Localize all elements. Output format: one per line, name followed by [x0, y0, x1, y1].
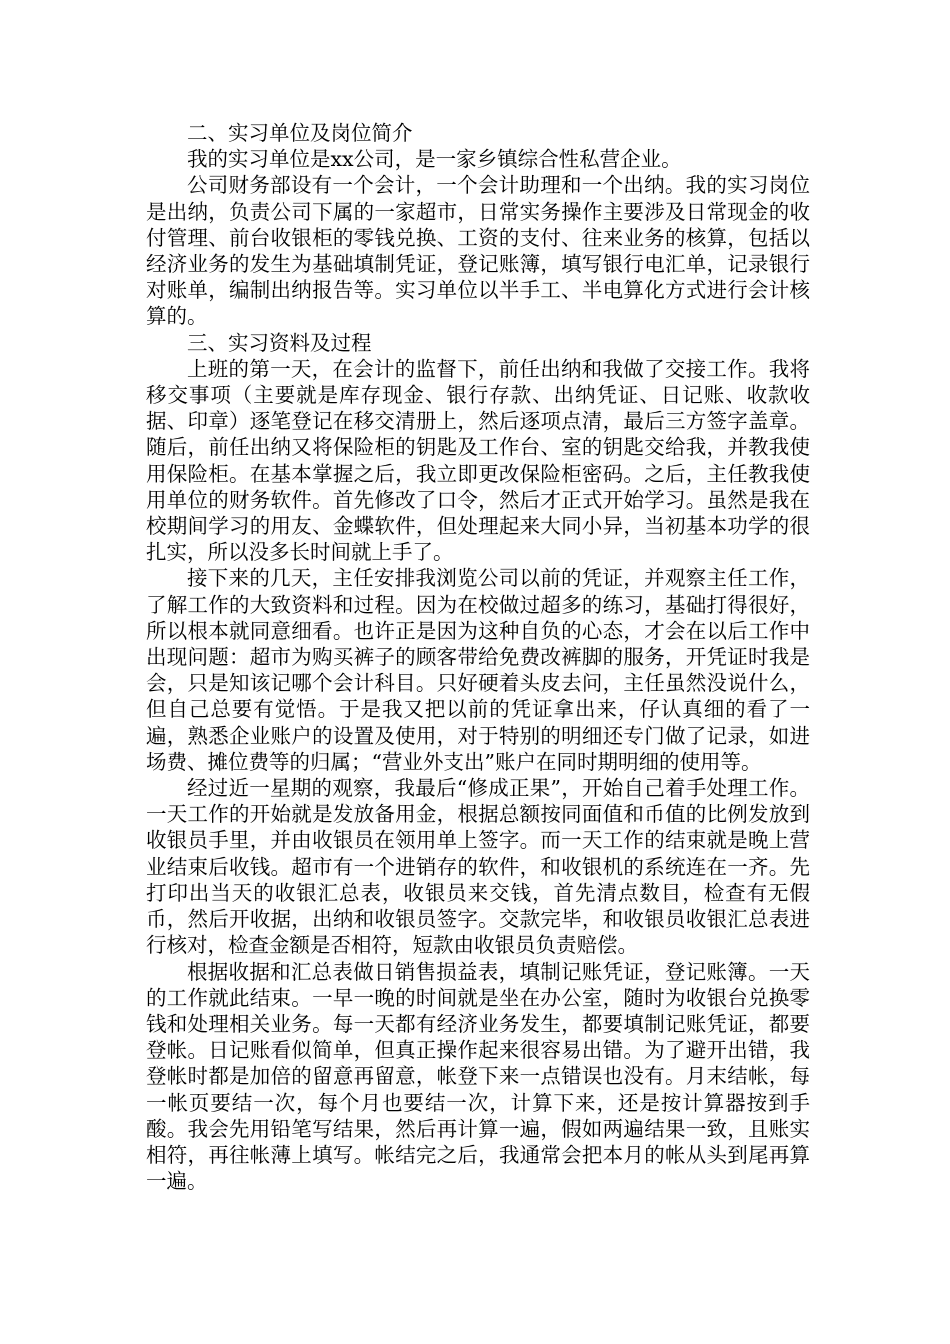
- paragraph-daily-work: 经过近一星期的观察，我最后“修成正果”，开始自己着手处理工作。一天工作的开始就是发放备用金，根据总额按同面值和币值的比例发放到收银员手里，并由收银员在领用单上签字。而一天工作的结束就是晚上营业结束后收钱。超市有一个进销存的软件，和收银机的系统连在一齐。先打印出当天的收银汇总表，收银员来交钱，首先清点数目，检查有无假币，然后开收据，出纳和收银员签字。交款完毕，和收银员收银汇总表进行核对，检查金额是否相符，短款由收银员负责赔偿。: [146, 776, 810, 958]
- paragraph-first-day: 上班的第一天，在会计的监督下，前任出纳和我做了交接工作。我将移交事项（主要就是库存现金、银行存款、出纳凭证、日记账、收款收据、印章）逐笔登记在移交清册上，然后逐项点清，最后三方签字盖章。随后，前任出纳又将保险柜的钥匙及工作台、室的钥匙交给我，并教我使用保险柜。在基本掌握之后，我立即更改保险柜密码。之后，主任教我使用单位的财务软件。首先修改了口令，然后才正式开始学习。虽然是我在校期间学习的用友、金蝶软件，但处理起来大同小异，当初基本功学的很扎实，所以没多长时间就上手了。: [146, 356, 810, 565]
- section-heading-internship-process: 三、实习资料及过程: [187, 330, 372, 355]
- paragraph-unit-intro: 我的实习单位是xx公司，是一家乡镇综合性私营企业。: [187, 147, 682, 172]
- paragraph-finance-department: 公司财务部设有一个会计，一个会计助理和一个出纳。我的实习岗位是出纳，负责公司下属的一家超市，日常实务操作主要涉及日常现金的收付管理、前台收银柜的零钱兑换、工资的支付、往来业务的核算，包括以经济业务的发生为基础填制凭证，登记账簿，填写银行电汇单，记录银行对账单，编制出纳报告等。实习单位以半手工、半电算化方式进行会计核算的。: [146, 173, 810, 329]
- section-heading-internship-unit: 二、实习单位及岗位简介: [187, 121, 413, 145]
- paragraph-bookkeeping: 根据收据和汇总表做日销售损益表，填制记账凭证，登记账簿。一天的工作就此结束。一早一晚的时间就是坐在办公室，随时为收银台兑换零钱和处理相关业务。每一天都有经济业务发生，都要填制记账凭证，都要登帐。日记账看似简单，但真正操作起来很容易出错。为了避开出错，我登帐时都是加倍的留意再留意，帐登下来一点错误也没有。月末结帐，每一帐页要结一次，每个月也要结一次，计算下来，还是按计算器按到手酸。我会先用铅笔写结果，然后再计算一遍，假如两遍结果一致，且账实相符，再往帐薄上填写。帐结完之后，我通常会把本月的帐从头到尾再算一遍。: [146, 959, 810, 1194]
- paragraph-following-days: 接下来的几天，主任安排我浏览公司以前的凭证，并观察主任工作，了解工作的大致资料和过程。因为在校做过超多的练习，基础打得很好，所以根本就同意细看。也许正是因为这种自负的心态，才会在以后工作中出现问题：超市为购买裤子的顾客带给免费改裤脚的服务，开凭证时我是会，只是知该记哪个会计科目。只好硬着头皮去问，主任虽然没说什么，但自己总要有觉悟。于是我又把以前的凭证拿出来，仔认真细的看了一遍，熟悉企业账户的设置及使用，对于特别的明细还专门做了记录，如进场费、摊位费等的归属；“营业外支出”账户在同时期明细的使用等。: [146, 566, 810, 774]
- document-body: [146, 120, 810, 1194]
